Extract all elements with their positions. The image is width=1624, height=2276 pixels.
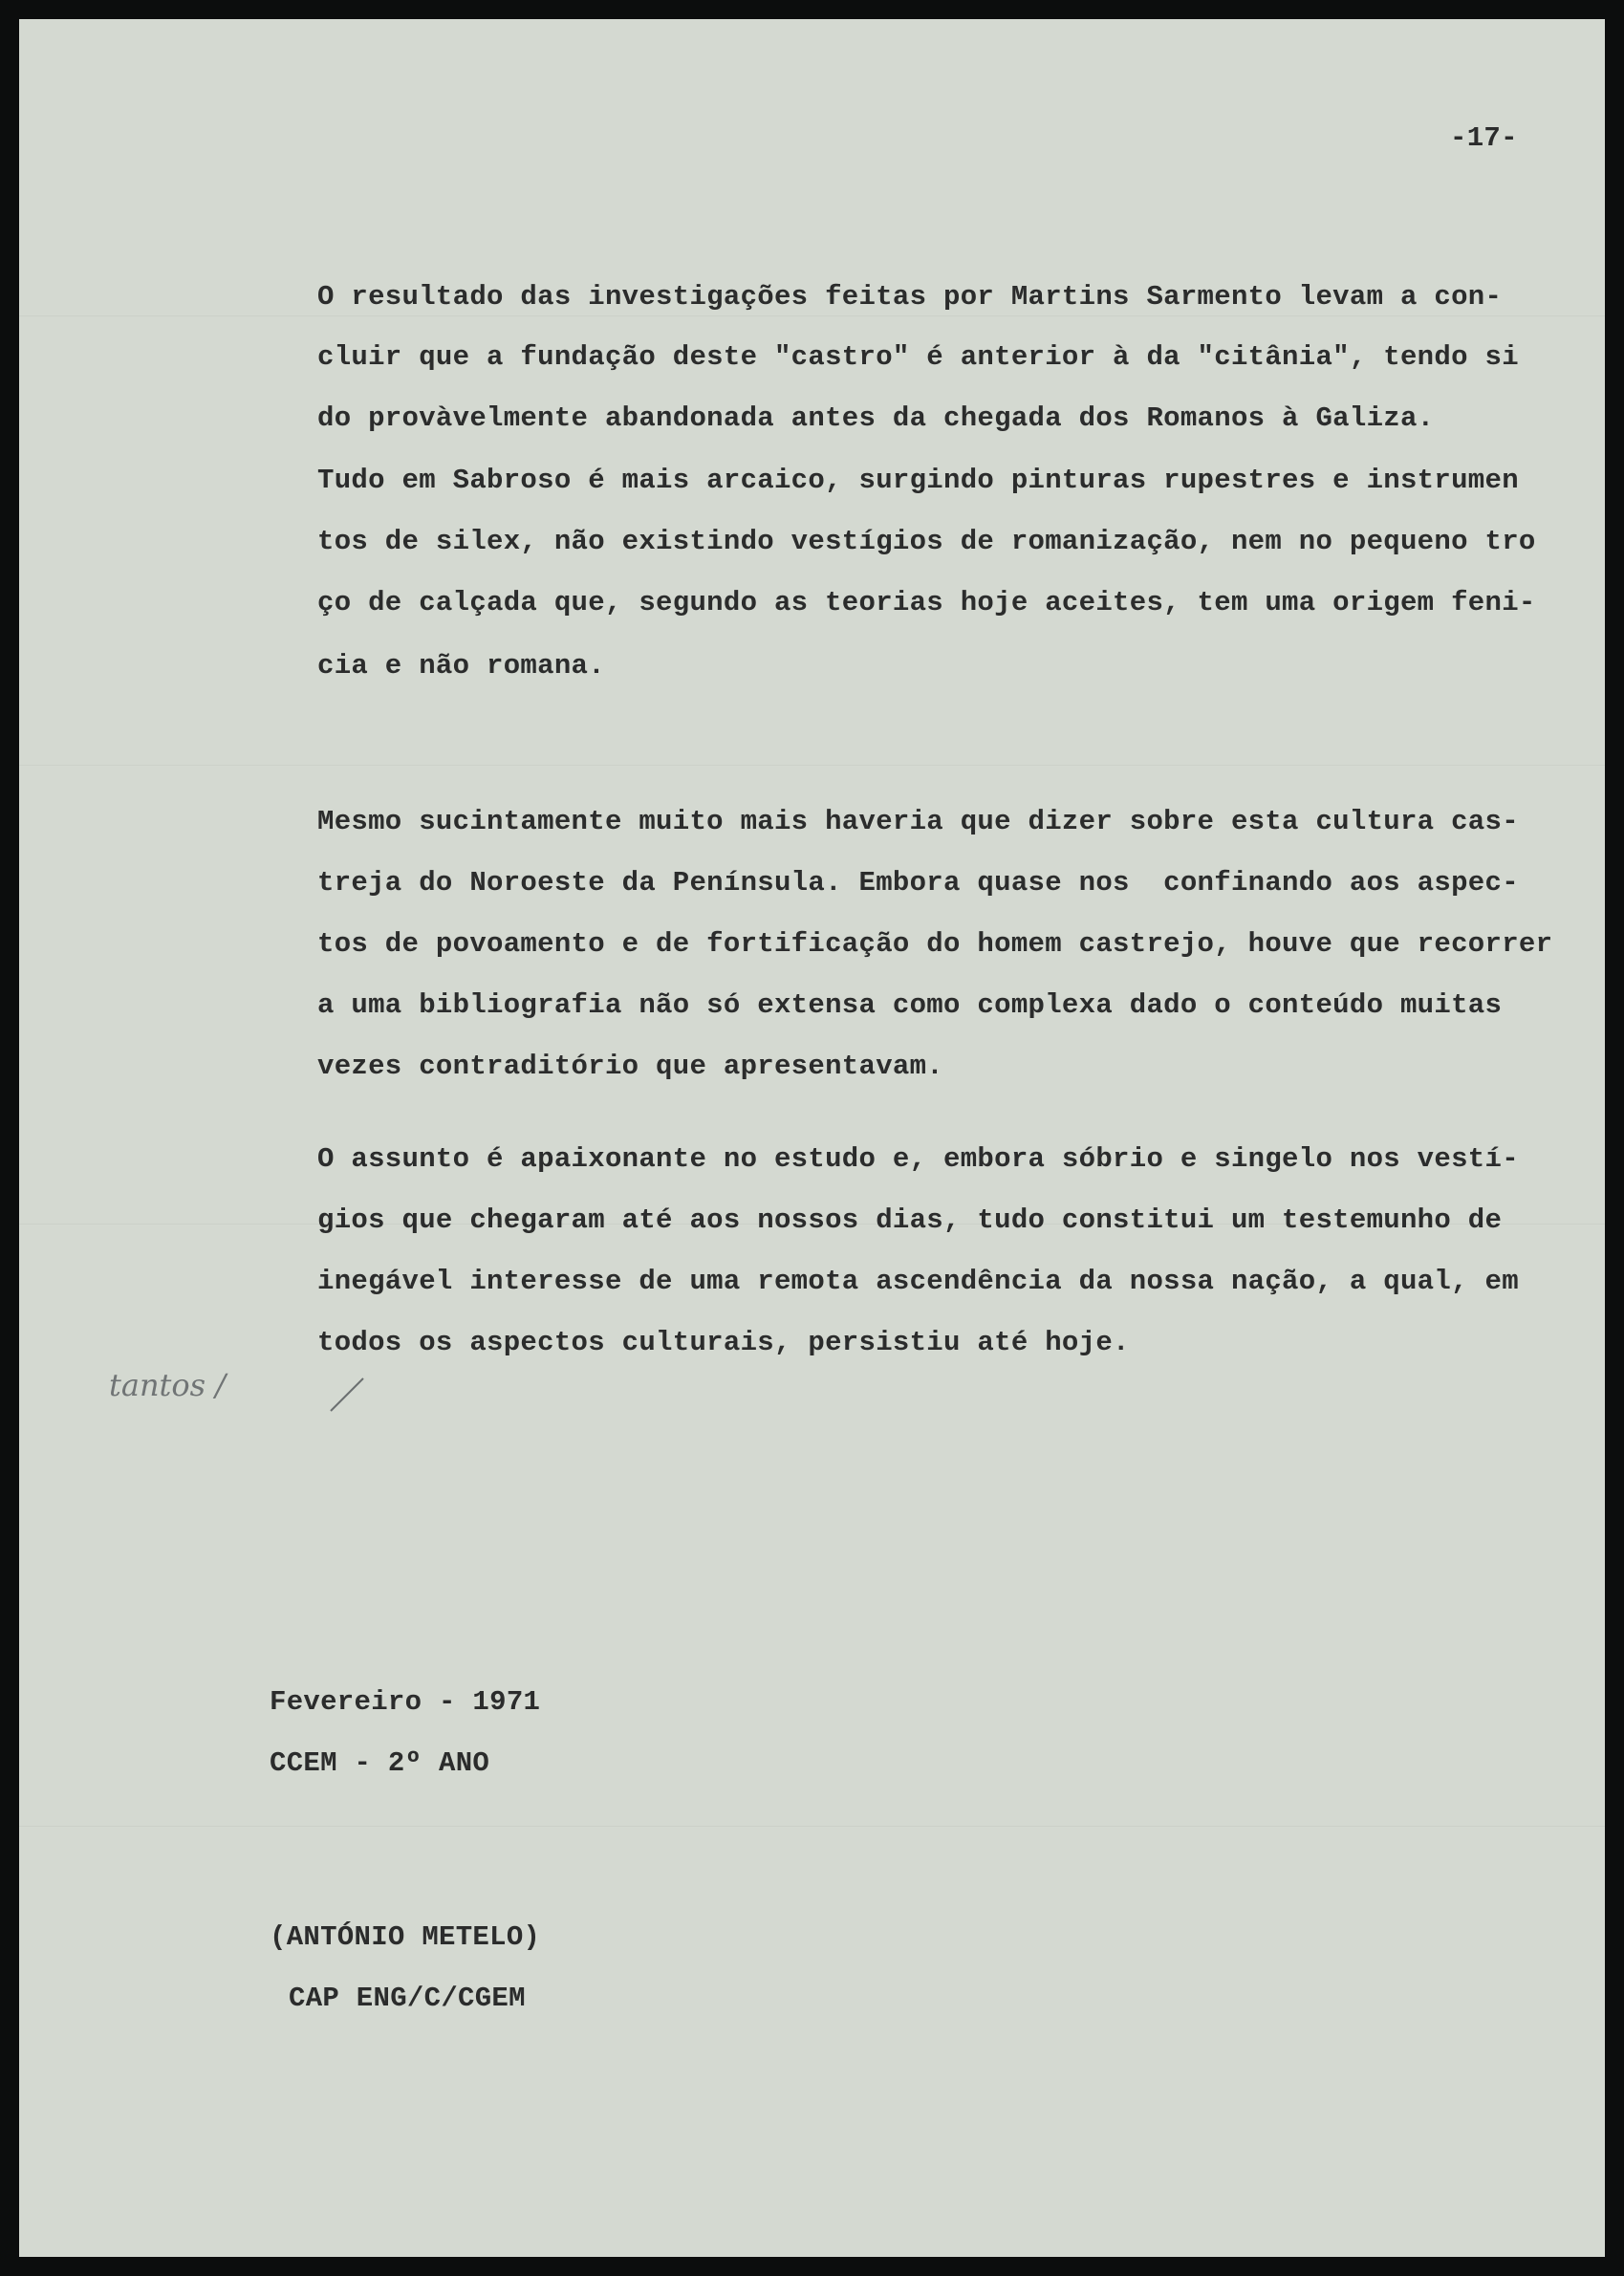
text-line: gios que chegaram até aos nossos dias, tudo constitui um testemunho de: [317, 1204, 1503, 1236]
text-line: O assunto é apaixonante no estudo e, embora sóbrio e singelo nos vestí-: [317, 1143, 1519, 1175]
text-line: ço de calçada que, segundo as teorias hoje aceites, tem uma origem feni-: [317, 587, 1536, 618]
handwritten-margin-note: tantos /: [109, 1367, 227, 1403]
author-name: (ANTÓNIO METELO): [270, 1921, 541, 1953]
text-line: Tudo em Sabroso é mais arcaico, surgindo pinturas rupestres e instrumen: [317, 465, 1519, 496]
correction-stroke-icon: [329, 1375, 386, 1413]
text-line: cia e não romana.: [317, 650, 605, 682]
text-line: do provàvelmente abandonada antes da chegada dos Romanos à Galiza.: [317, 402, 1435, 434]
text-line: vezes contraditório que apresentavam.: [317, 1051, 944, 1082]
text-line: cluir que a fundação deste "castro" é anterior à da "citânia", tendo si: [317, 341, 1519, 373]
text-line: O resultado das investigações feitas por Martins Sarmento levam a con-: [317, 281, 1503, 313]
text-line: Mesmo sucintamente muito mais haveria que dizer sobre esta cultura cas-: [317, 806, 1519, 837]
date-line: Fevereiro - 1971: [270, 1686, 541, 1718]
page-number: -17-: [1450, 122, 1518, 154]
text-line: treja do Noroeste da Península. Embora quase nos confinando aos aspec-: [317, 867, 1519, 899]
author-rank: CAP ENG/C/CGEM: [289, 1983, 526, 2014]
text-line: tos de povoamento e de fortificação do homem castrejo, houve que recorrer: [317, 928, 1553, 960]
text-line: todos os aspectos culturais, persistiu até hoje.: [317, 1327, 1130, 1358]
text-line: a uma bibliografia não só extensa como complexa dado o conteúdo muitas: [317, 989, 1503, 1021]
text-line: tos de silex, não existindo vestígios de romanização, nem no pequeno tro: [317, 526, 1536, 557]
text-line: inegável interesse de uma remota ascendência da nossa nação, a qual, em: [317, 1266, 1519, 1297]
document-page: [19, 19, 1605, 2257]
course-line: CCEM - 2º ANO: [270, 1747, 490, 1779]
